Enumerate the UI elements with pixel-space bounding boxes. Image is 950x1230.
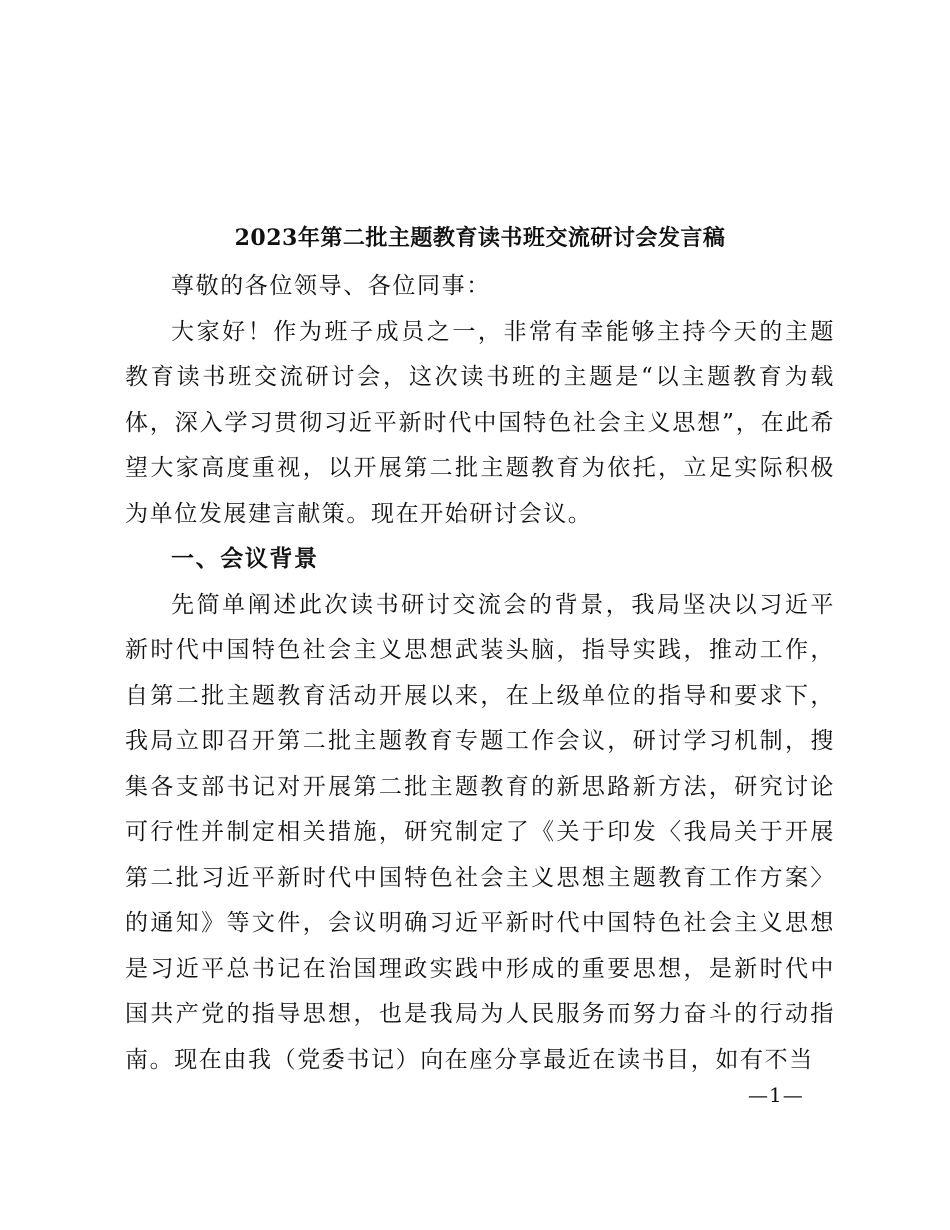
- background-paragraph: 先简单阐述此次读书研讨交流会的背景，我局坚决以习近平新时代中国特色社会主义思想武装头脑，指导实践，推动工作，自第二批主题教育活动开展以来，在上级单位的指导和要求下，我局立即召开第二批主题教育专题工作会议，研讨学习机制，搜集各支部书记对开展第二批主题教育的新思路新方法，研究讨论可行性并制定相关措施，研究制定了《关于印发〈我局关于开展第二批习近平新时代中国特色社会主义思想主题教育工作方案〉的通知》等文件，会议明确习近平新时代中国特色社会主义思想是习近平总书记在治国理政实践中形成的重要思想，是新时代中国共产党的指导思想，也是我局为人民服务而努力奋斗的行动指南。现在由我（党委书记）向在座分享最近在读书目，如有不当: [125, 591, 835, 1073]
- document-body: [125, 264, 835, 1083]
- page-number: —1—: [748, 1083, 804, 1107]
- salutation: 尊敬的各位领导、各位同事：: [171, 273, 491, 299]
- document-title: 2023年第二批主题教育读书班交流研讨会发言稿: [234, 225, 726, 251]
- opening-paragraph: 大家好！作为班子成员之一，非常有幸能够主持今天的主题教育读书班交流研讨会，这次读书班的主题是“以主题教育为载体，深入学习贯彻习近平新时代中国特色社会主义思想”，在此希望大家高度重视，以开展第二批主题教育为依托，立足实际积极为单位发展建言献策。现在开始研讨会议。: [125, 318, 835, 527]
- section-heading: 一、会议背景: [171, 546, 319, 572]
